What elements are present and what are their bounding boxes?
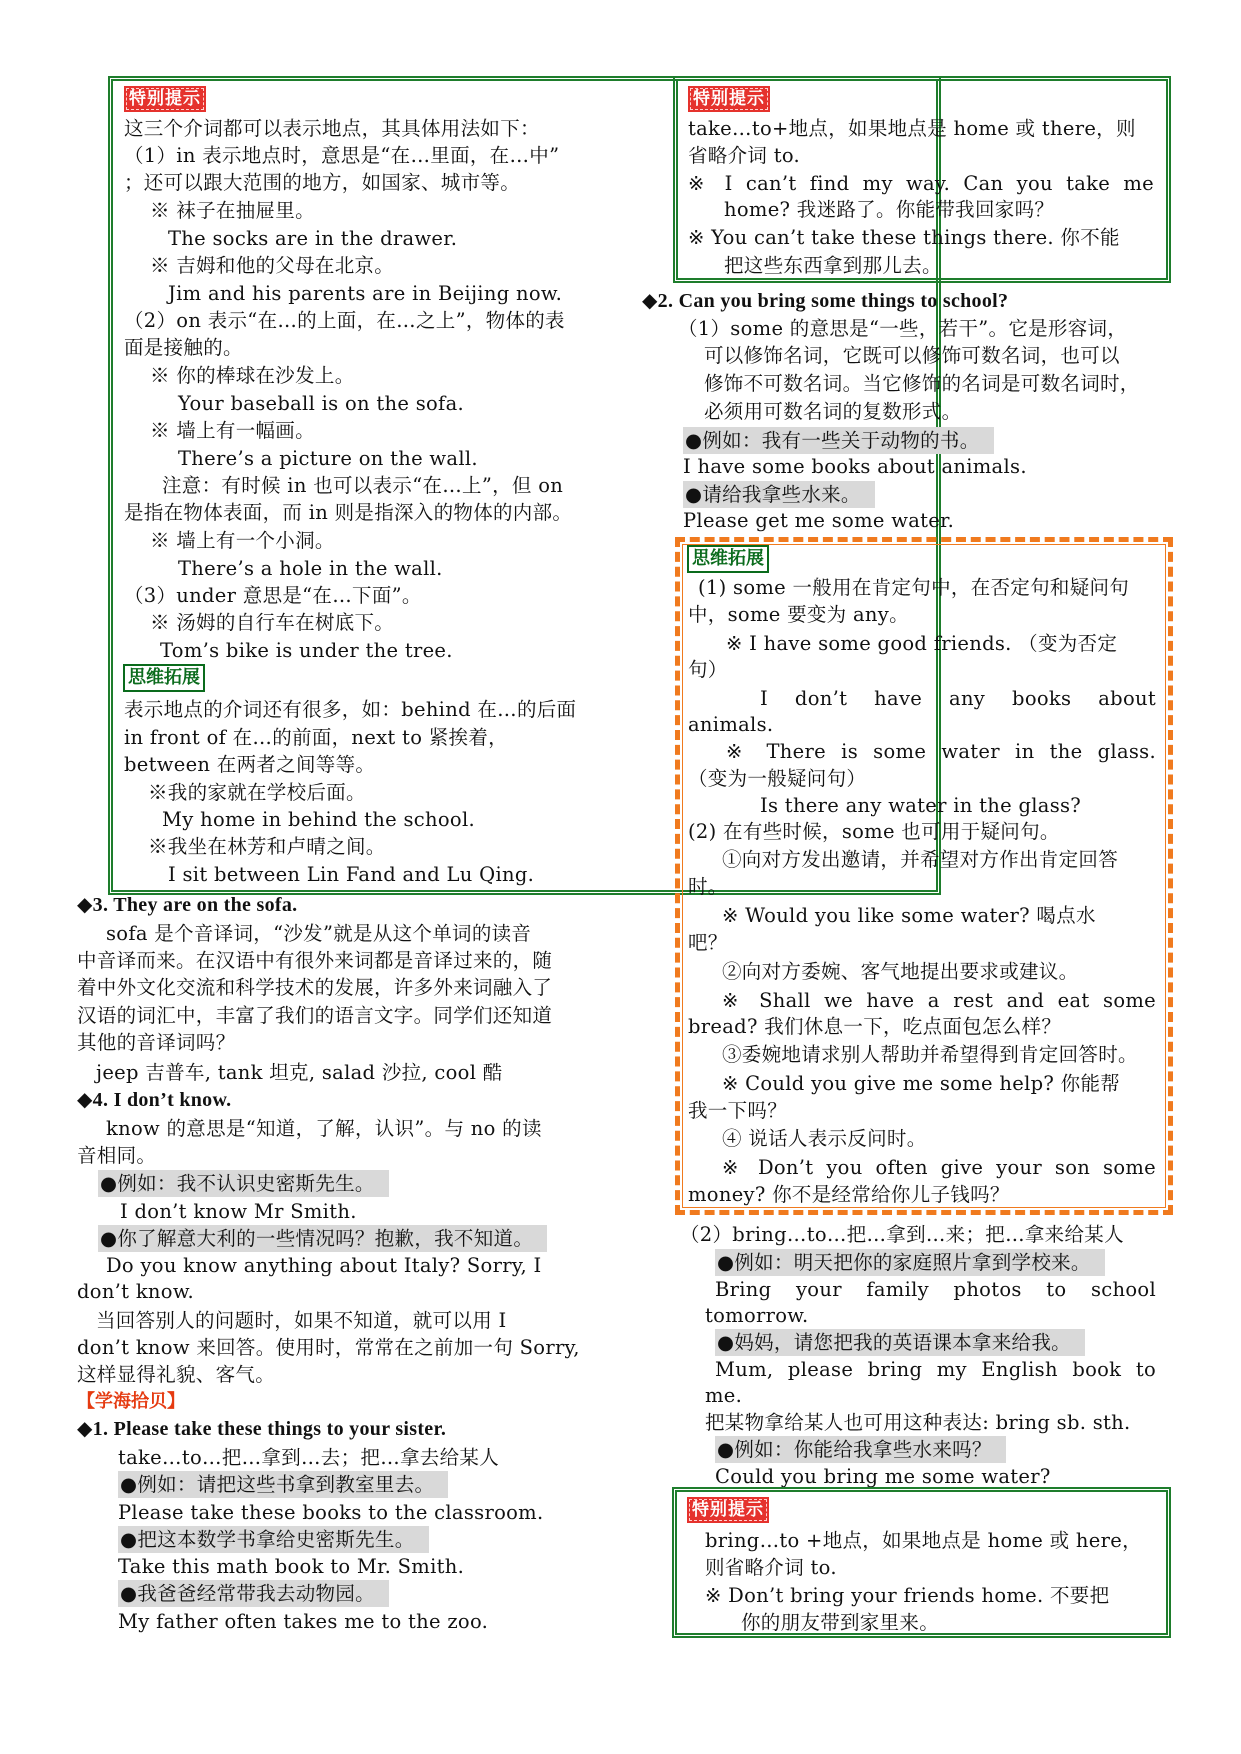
box2-line: 省略介词 to. bbox=[688, 144, 801, 167]
sec4-line: 这样显得礼貌、客气。 bbox=[77, 1363, 276, 1386]
example-chinese: ●例如：明天把你的家庭照片拿到学校来。 bbox=[715, 1249, 1105, 1276]
sec2b-line: Could you bring me some water? bbox=[715, 1465, 1051, 1488]
box3-line: ※ I have some good friends. （变为否定 bbox=[726, 632, 1118, 655]
box3-line: ※ Shall we have a rest and eat some bbox=[722, 989, 1156, 1012]
example-chinese: ●你了解意大利的一些情况吗？抱歉，我不知道。 bbox=[98, 1225, 547, 1252]
special-tip-tag: 特别提示 bbox=[687, 1497, 769, 1523]
box3-line: 句） bbox=[688, 658, 728, 681]
box3-line: 中，some 要变为 any。 bbox=[688, 603, 909, 626]
box2-line: ※ You can’t take these things there. 你不能 bbox=[688, 226, 1120, 249]
example-chinese: ●例如：你能给我拿些水来吗？ bbox=[715, 1436, 1006, 1463]
box2-line: ※ I can’t find my way. Can you take me bbox=[688, 172, 1154, 195]
example-chinese: ●例如：请把这些书拿到教室里去。 bbox=[118, 1471, 448, 1498]
special-tip-tag: 特别提示 bbox=[124, 86, 206, 112]
special-tip-tag: 特别提示 bbox=[688, 86, 770, 112]
example-chinese: ●请给我拿些水来。 bbox=[683, 481, 875, 508]
box1-line: My home in behind the school. bbox=[162, 808, 475, 831]
box3-line: ※ Could you give me some help? 你能帮 bbox=[722, 1072, 1121, 1095]
sec4-line: I don’t know Mr Smith. bbox=[120, 1200, 357, 1223]
box1-line: I sit between Lin Fand and Lu Qing. bbox=[168, 863, 535, 886]
box3-line: ③委婉地请求别人帮助并希望得到肯定回答时。 bbox=[722, 1043, 1138, 1066]
example-chinese: ●例如：我不认识史密斯先生。 bbox=[98, 1170, 389, 1197]
sec2b-line: tomorrow. bbox=[705, 1304, 809, 1327]
box3-line: （变为一般疑问句） bbox=[688, 767, 867, 790]
box3-line: 吧？ bbox=[688, 931, 728, 954]
sec3-line: jeep 吉普车, tank 坦克, salad 沙拉, cool 酷 bbox=[96, 1061, 503, 1084]
xuehai-line: Take this math book to Mr. Smith. bbox=[118, 1555, 465, 1578]
box1-line: ※ 袜子在抽屉里。 bbox=[150, 199, 315, 222]
sec2b-line: 把某物拿给某人也可用这种表达: bring sb. sth. bbox=[705, 1411, 1131, 1434]
box3-line: (1) some 一般用在肯定句中，在否定句和疑问句 bbox=[698, 576, 1130, 599]
box1-line: ※ 墙上有一个小洞。 bbox=[150, 529, 335, 552]
box2-line: home? 我迷路了。你能带我回家吗？ bbox=[724, 198, 1055, 221]
box3-line: Is there any water in the glass? bbox=[760, 794, 1082, 817]
example-english: Please get me some water. bbox=[683, 509, 955, 532]
box2-line: take…to+地点，如果地点是 home 或 there，则 bbox=[688, 117, 1136, 140]
sec4-line: don’t know 来回答。使用时，常常在之前加一句 Sorry, bbox=[77, 1336, 580, 1359]
section-3-heading: ◆3. They are on the sofa. bbox=[77, 894, 298, 916]
section-heading-xuehai: 【学海拾贝】 bbox=[77, 1391, 185, 1412]
box3-line: 我一下吗？ bbox=[688, 1099, 788, 1122]
sec2b-line: me. bbox=[705, 1384, 743, 1407]
box1-line: 这三个介词都可以表示地点，其具体用法如下： bbox=[124, 117, 540, 140]
sec3-line: 汉语的词汇中，丰富了我们的语言文字。同学们还知道 bbox=[77, 1004, 553, 1027]
box1-line: between 在两者之间等等。 bbox=[124, 753, 376, 776]
example-chinese: ●例如：我有一些关于动物的书。 bbox=[683, 427, 994, 454]
sec3-line: 其他的音译词吗？ bbox=[77, 1031, 236, 1054]
box1-line: Your baseball is on the sofa. bbox=[178, 392, 464, 415]
box1-line: ※我坐在林芳和卢晴之间。 bbox=[148, 835, 386, 858]
example-chinese: ●我爸爸经常带我去动物园。 bbox=[118, 1580, 389, 1607]
box3-line: (2) 在有些时候，some 也可用于疑问句。 bbox=[688, 820, 1060, 843]
box1-line: （3）under 意思是“在…下面”。 bbox=[124, 584, 422, 607]
box1-line: 面是接触的。 bbox=[124, 336, 243, 359]
example-chinese: ●妈妈，请您把我的英语课本拿来给我。 bbox=[715, 1329, 1085, 1356]
box1-line: ※ 汤姆的自行车在树底下。 bbox=[150, 611, 395, 634]
thinking-extension-tag: 思维拓展 bbox=[687, 545, 769, 573]
box2-line: 把这些东西拿到那儿去。 bbox=[724, 254, 942, 277]
box1-line: （1）in 表示地点时，意思是“在…里面，在…中” bbox=[124, 144, 560, 167]
sec3-line: 中音译而来。在汉语中有很外来词都是音译过来的，随 bbox=[77, 949, 553, 972]
sec2b-line: Mum, please bring my English book to bbox=[715, 1358, 1156, 1381]
box3-line: money? 你不是经常给你儿子钱吗？ bbox=[688, 1183, 1010, 1206]
thinking-extension-tag: 思维拓展 bbox=[123, 664, 205, 692]
box3-line: ①向对方发出邀请，并希望对方作出肯定回答 bbox=[722, 848, 1119, 871]
box4-line: bring…to +地点，如果地点是 home 或 here， bbox=[705, 1529, 1142, 1552]
sec4-line: 当回答别人的问题时，如果不知道，就可以用 I bbox=[96, 1309, 507, 1332]
box1-line: 是指在物体表面，而 in 则是指深入的物体的内部。 bbox=[124, 501, 573, 524]
box4-line: 则省略介词 to. bbox=[705, 1556, 837, 1579]
box1-line: ※ 墙上有一幅画。 bbox=[150, 419, 315, 442]
box4-line: 你的朋友带到家里来。 bbox=[741, 1611, 940, 1634]
sec2-line: 修饰不可数名词。当它修饰的名词是可数名词时， bbox=[704, 372, 1140, 395]
box1-line: There’s a picture on the wall. bbox=[178, 447, 478, 470]
box1-line: ；还可以跟大范围的地方，如国家、城市等。 bbox=[124, 171, 521, 194]
example-english: I have some books about animals. bbox=[683, 455, 1027, 478]
sec3-line: 着中外文化交流和科学技术的发展，许多外来词融入了 bbox=[77, 976, 553, 999]
xuehai-line: Please take these books to the classroom. bbox=[118, 1501, 544, 1524]
box3-line: 时。 bbox=[688, 875, 728, 898]
box1-line: 表示地点的介词还有很多，如：behind 在…的后面 bbox=[124, 698, 577, 721]
box3-line: ※ Would you like some water? 喝点水 bbox=[722, 904, 1096, 927]
box1-line: Jim and his parents are in Beijing now. bbox=[168, 282, 563, 305]
sec2-line: 可以修饰名词，它既可以修饰可数名词，也可以 bbox=[704, 344, 1120, 367]
sec2b-line: （2）bring…to…把…拿到…来；把…拿来给某人 bbox=[680, 1223, 1124, 1246]
xuehai-line: My father often takes me to the zoo. bbox=[118, 1610, 489, 1633]
sec4-line: don’t know. bbox=[77, 1280, 195, 1303]
xuehai-line: take…to…把…拿到…去；把…拿去给某人 bbox=[118, 1446, 499, 1469]
section-4-heading: ◆4. I don’t know. bbox=[77, 1089, 232, 1111]
sec3-line: sofa 是个音译词，“沙发”就是从这个单词的读音 bbox=[106, 922, 532, 945]
box3-line: ②向对方委婉、客气地提出要求或建议。 bbox=[722, 960, 1079, 983]
box3-line: ※ There is some water in the glass. bbox=[726, 740, 1156, 763]
sec4-line: know 的意思是“知道，了解，认识”。与 no 的读 bbox=[106, 1117, 542, 1140]
box1-line: 注意：有时候 in 也可以表示“在…上”，但 on bbox=[162, 474, 564, 497]
box3-line: ※ Don’t you often give your son some bbox=[722, 1156, 1156, 1179]
sec2b-line: Bring your family photos to school bbox=[715, 1278, 1156, 1301]
box1-line: ※我的家就在学校后面。 bbox=[148, 781, 366, 804]
box1-line: in front of 在…的前面，next to 紧挨着， bbox=[124, 726, 508, 749]
box3-line: animals. bbox=[688, 713, 774, 736]
sec4-line: 音相同。 bbox=[77, 1144, 157, 1167]
sec2-line: 必须用可数名词的复数形式。 bbox=[704, 400, 962, 423]
box1-line: ※ 吉姆和他的父母在北京。 bbox=[150, 254, 395, 277]
box4-line: ※ Don’t bring your friends home. 不要把 bbox=[705, 1584, 1110, 1607]
box1-line: ※ 你的棒球在沙发上。 bbox=[150, 364, 355, 387]
box1-line: Tom’s bike is under the tree. bbox=[160, 639, 453, 662]
box3-line: I don’t have any books about bbox=[760, 687, 1156, 710]
sec2-line: （1）some 的意思是“一些，若干”。它是形容词， bbox=[678, 317, 1128, 340]
box1-line: The socks are in the drawer. bbox=[168, 227, 458, 250]
box1-line: （2）on 表示“在…的上面，在…之上”，物体的表 bbox=[124, 309, 565, 332]
box3-line: bread? 我们休息一下，吃点面包怎么样？ bbox=[688, 1015, 1062, 1038]
box1-line: There’s a hole in the wall. bbox=[178, 557, 443, 580]
example-chinese: ●把这本数学书拿给史密斯先生。 bbox=[118, 1526, 429, 1553]
section-2-heading: ◆2. Can you bring some things to school? bbox=[642, 290, 1009, 312]
sec4-line: Do you know anything about Italy? Sorry, I bbox=[106, 1254, 542, 1277]
section-1-heading: ◆1. Please take these things to your sister. bbox=[77, 1418, 447, 1440]
box3-line: ④ 说话人表示反问时。 bbox=[722, 1127, 927, 1150]
